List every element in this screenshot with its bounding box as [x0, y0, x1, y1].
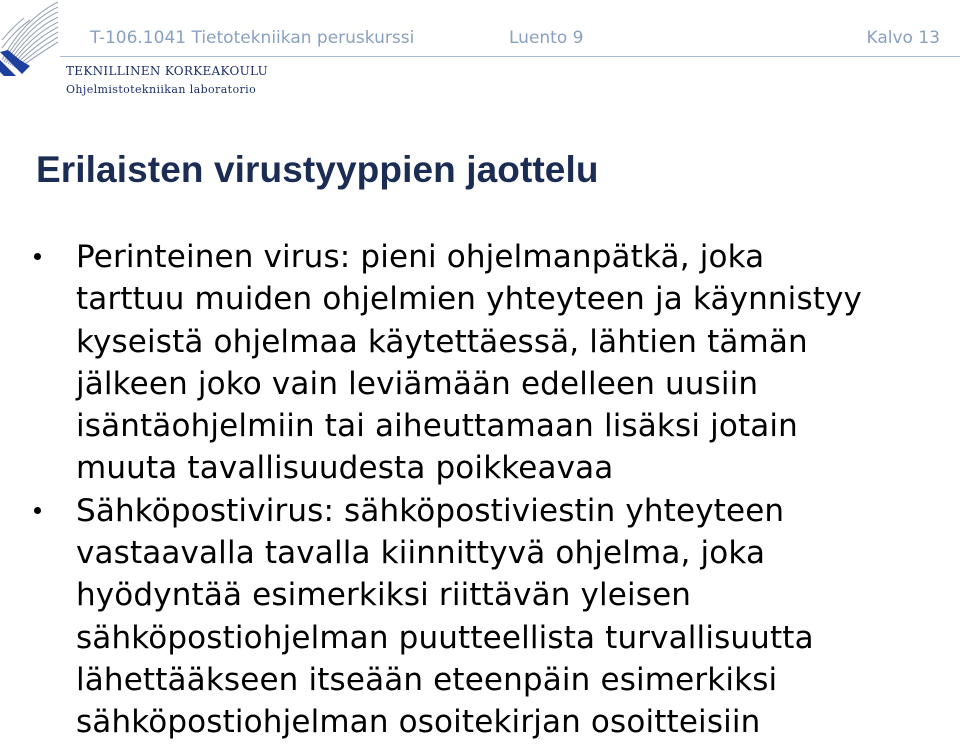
- bullet-dot-icon: [34, 253, 41, 260]
- laboratory-name: Ohjelmistotekniikan laboratorio: [66, 83, 257, 96]
- bullet-item: [0, 236, 960, 490]
- slide-header: [90, 28, 942, 50]
- tkk-logo-icon: [0, 0, 62, 78]
- bullet-text-line: sähköpostiohjelman puutteellista turvallisuutta: [76, 619, 814, 656]
- bullet-dot-icon: [34, 507, 41, 514]
- bullet-text-line: isäntäohjelmiin tai aiheuttamaan lisäksi jotain: [76, 408, 798, 445]
- bullet-text-line: Perinteinen virus: pieni ohjelmanpätkä, joka: [76, 239, 765, 275]
- bullet-text-line: Sähköpostivirus: sähköpostiviestin yhteyteen: [76, 492, 785, 529]
- bullet-text-line: lähettääkseen itseään eteenpäin esimerkiksi: [76, 661, 778, 698]
- institution-name: TEKNILLINEN KORKEAKOULU: [66, 64, 269, 78]
- bullet-text-line: hyödyntää esimerkiksi riittävän yleisen: [76, 577, 692, 614]
- bullet-item: [0, 490, 960, 744]
- bullet-text-line: kyseistä ohjelmaa käytettäessä, lähtien tämän: [76, 323, 808, 360]
- bullet-text-line: sähköpostiohjelman osoitekirjan osoitteisiin: [76, 704, 761, 741]
- bullet-text-line: muuta tavallisuudesta poikkeavaa: [76, 450, 614, 487]
- header-divider: [60, 56, 960, 57]
- bullet-text-line: tarttuu muiden ohjelmien yhteyteen ja käynnistyy: [76, 281, 863, 318]
- course-name: T-106.1041 Tietotekniikan peruskurssi: [90, 28, 415, 48]
- bullet-text-line: vastaavalla tavalla kiinnittyvä ohjelma, joka: [76, 535, 766, 572]
- slide-number: Kalvo 13: [866, 28, 940, 48]
- bullet-list: [0, 236, 960, 744]
- slide-title: Erilaisten virustyyppien jaottelu: [36, 149, 599, 190]
- lecture-number: Luento 9: [509, 28, 584, 48]
- bullet-text-line: jälkeen joko vain leviämään edelleen uusiin: [76, 365, 759, 402]
